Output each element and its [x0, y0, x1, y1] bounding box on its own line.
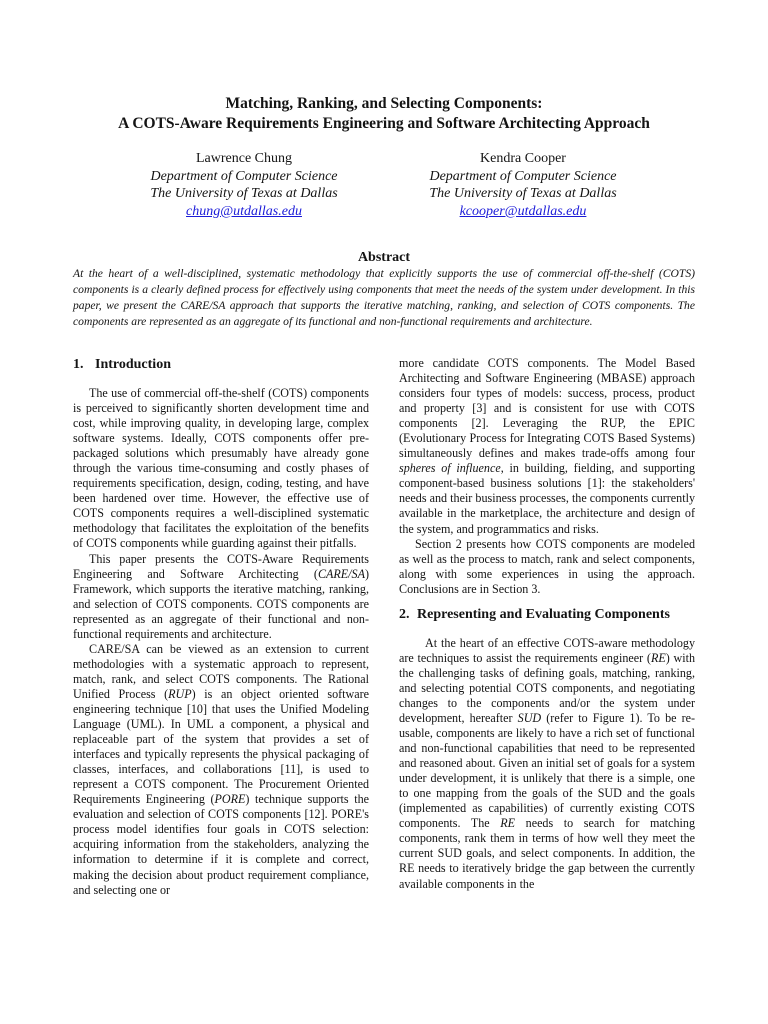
author-name: Kendra Cooper: [480, 151, 566, 166]
author-email-link[interactable]: chung@utdallas.edu: [186, 203, 302, 219]
author-department: Department of Computer Science: [150, 168, 338, 184]
abstract-text: At the heart of a well-disciplined, systematic methodology that explicitly supports the use of commercial off-the-shelf (COTS) components is a clearly defined process for effectively using components that meet the needs of the system under development. In this paper, we present the CARE/SA approach that supports the iterative matching, ranking, and selection of COTS components. The components are represented as an aggregate of its functional and non-functional requirements and architecture.: [73, 267, 695, 329]
paragraph: This paper presents the COTS-Aware Requirements Engineering and Software Architecting (CARE/SA) Framework, which supports the iterative matching, ranking, and selection of COTS components. COTS components are represented as an aggregate of their functional and non-functional requirements and architecture.: [73, 551, 369, 641]
author-email-link[interactable]: kcooper@utdallas.edu: [459, 203, 587, 219]
section-number: 2.: [399, 606, 410, 622]
section-1-heading: [73, 356, 369, 374]
author-block-2: [383, 150, 663, 220]
section-2-heading: [399, 606, 695, 624]
section-title: Representing and Evaluating Components: [417, 606, 670, 622]
author-university: The University of Texas at Dallas: [150, 186, 338, 201]
author-name: Lawrence Chung: [195, 151, 293, 166]
section-number: 1.: [73, 357, 84, 372]
right-column: [399, 356, 695, 892]
paragraph: At the heart of an effective COTS-aware methodology are techniques to assist the requirements engineer (RE) with the challenging tasks of defining goals, matching, ranking, and selecting potential COTS components, and negotiating changes to the components and/or the system under development, hereafter SUD (refer to Figure 1). To be re-usable, components are likely to have a rich set of functional and non-functional capabilities that need to be represented and reasoned about. Given an initial set of goals for a system under development, it is unlikely that there is a simple, one to one mapping from the goals of the SUD and the goals (implemented as capabilities) of currently existing COTS components. The RE needs to search for matching components, rank them in terms of how well they meet the current SUD goals, and select components. In addition, the RE needs to iteratively bridge the gap between the currently available components in the: [399, 635, 696, 891]
abstract-heading: Abstract: [357, 250, 411, 265]
author-university: The University of Texas at Dallas: [429, 186, 617, 201]
paragraph: The use of commercial off-the-shelf (COTS) components is perceived to significantly shorten development time and cost, while improving quality, in developing large, complex software systems. Ideally, COTS components offer pre-packaged solutions which presumably have already gone through the various time-consuming and costly phases of requirements specification, design, coding, testing, and have been hardened over time. However, the effective use of COTS components requires a well-disciplined systematic methodology that facilitates the exploitation of the benefits of COTS components while guarding against their pitfalls.: [73, 386, 369, 551]
paper-title-line-1: Matching, Ranking, and Selecting Components:: [225, 95, 543, 112]
section-title: Introduction: [95, 357, 171, 372]
left-column: [73, 356, 369, 898]
author-block-1: [104, 150, 384, 220]
paragraph: Section 2 presents how COTS components are modeled as well as the process to match, rank and select components, along with some experiences in using the approach. Conclusions are in Section 3.: [399, 536, 695, 596]
paper-title: [40, 94, 728, 134]
paper-title-line-2: A COTS-Aware Requirements Engineering and Software Architecting Approach: [118, 115, 650, 132]
author-department: Department of Computer Science: [429, 168, 617, 184]
paragraph-continued: more candidate COTS components. The Model Based Architecting and Software Engineering (MBASE) approach considers four types of models: success, process, product and property [3] and is consistent for use with COTS components [2]. Leveraging the RUP, the EPIC (Evolutionary Process for Integrating COTS Based Systems) simultaneously defines and makes trade-offs among four spheres of influence, in building, fielding, and supporting component-based business solutions [1]: the stakeholders' needs and their business processes, the components currently available in the marketplace, the architecture and design of the system, and programmatics and risks.: [399, 356, 695, 536]
paragraph: CARE/SA can be viewed as an extension to current methodologies with a systematic approach to represent, match, rank, and select COTS components. The Rational Unified Process (RUP) is an object oriented software engineering technique [10] that uses the Unified Modeling Language (UML). In UML a component, a physical and replaceable part of the system that provides a set of interfaces and typically represents the physical packaging of classes, interfaces, and collaborations [11], is used to represent a COTS component. The Procurement Oriented Requirements Engineering (PORE) technique supports the evaluation and selection of COTS components [12]. PORE's process model identifies four goals in COTS selection: acquiring information from the stakeholders, analyzing the information to determine if it is complete and correct, making the decision about product requirement compliance, and selecting one or: [73, 641, 370, 897]
